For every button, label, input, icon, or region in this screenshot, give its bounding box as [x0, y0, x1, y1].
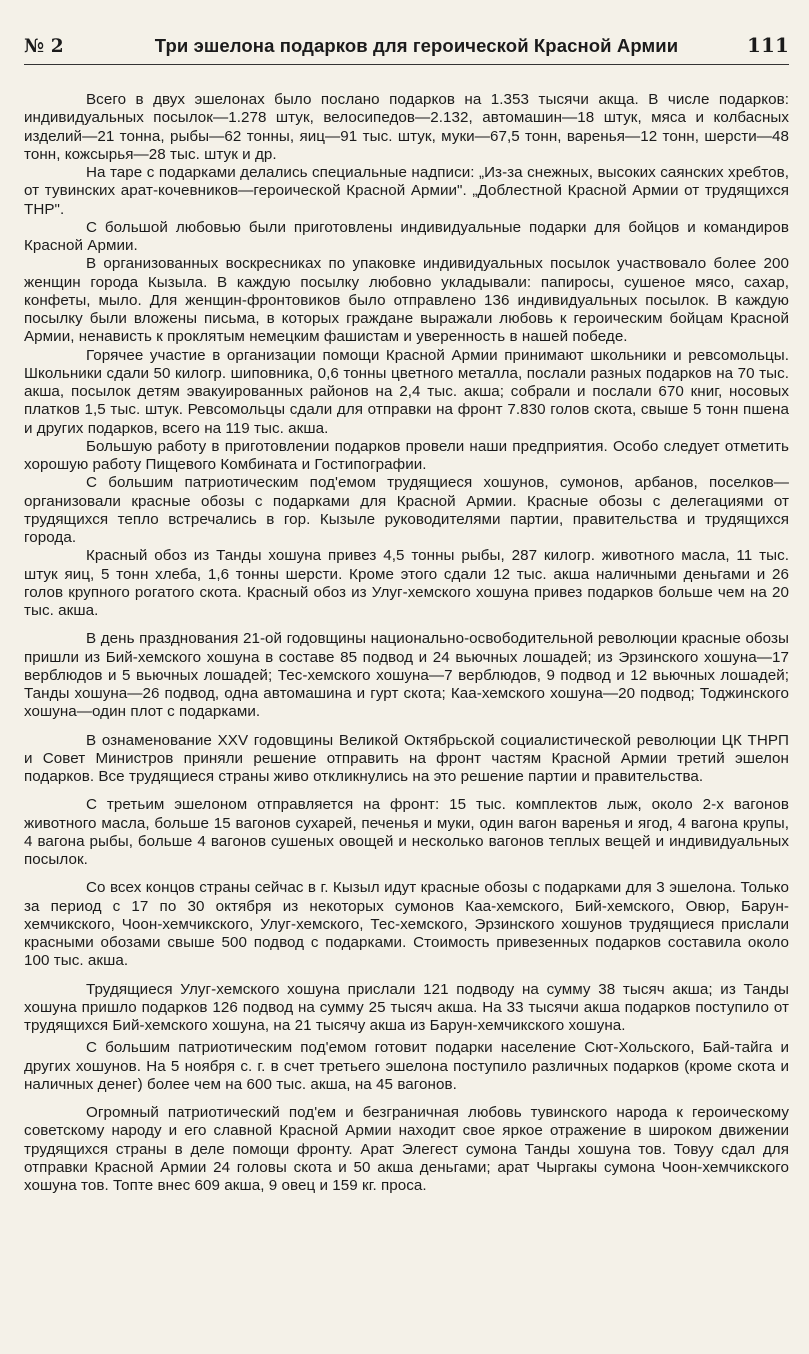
article-body: [24, 91, 789, 1195]
paragraph-ulug-khem: Трудящиеся Улуг-хемского хошуна прислали 121 подводу на сумму 38 тысяч акша; из Танды хошуна пришло подарков 126 подвод на сумму 25 тысяч акша. На 33 тысячи акша подарков поступило от трудящихся Бий-хемского хошуна, на 21 тысячу акша из Барун-хемчикского хошуна.: [24, 980, 789, 1034]
page-number: 111: [746, 33, 789, 57]
running-title: Три эшелона подарков для героической Красной Армии: [154, 35, 679, 56]
running-header: [24, 32, 789, 65]
paragraph-totals: Всего в двух эшелонах было послано подарков на 1.353 тысячи акща. В числе подарков: индивидуальных посылок—1.278 штук, велосипедов—2.132, автомашин—18 штук, мяса и колбасных изделий—21 тонна, рыбы—62 тонны, яиц—91 тыс. штук, муки—67,5 тонн, варенья—12 тонн, шерсти—48 тонн, кожсырья—28 тыс. штук и др.: [24, 91, 789, 163]
paragraph-convoys-kyzyl: Со всех концов страны сейчас в г. Кызыл идут красные обозы с подарками для 3 эшелона. Только за период с 17 по 30 октября из некоторых сумонов Каа-хемского, Бий-хемского, Овюр, Барун-хемчикского, Чоон-хемчикского, Улуг-хемского, Тес-хемского, Эрзинского хошунов трудящиеся прислали красными обозами свыше 500 подвод с подарками. Стоимость привезенных подарков составила около 100 тыс. акша.: [24, 879, 789, 970]
paragraph-third-echelon-decision: В ознаменование XXV годовщины Великой Октябрьской социалистической революции ЦК ТНРП и Совет Министров приняли решение отправить на фронт частям Красной Армии третий эшелон подарков. Все трудящиеся страны живо откликнулись на это решение партии и правительства.: [24, 731, 789, 785]
paragraph-syut-khol: С большим патриотическим под'емом готовит подарки население Сют-Хольского, Бай-тайга и других хошунов. На 5 ноября с. г. в счет третьего эшелона поступило различных подарков (кроме скота и наличных денег) более чем на 600 тыс. акша, на 45 вагонов.: [24, 1039, 789, 1093]
paragraph-schoolchildren: Горячее участие в организации помощи Красной Армии принимают школьники и ревсомольцы. Школьники сдали 50 килогр. шиповника, 0,6 тонны цветного металла, послали разных подарков на 70 тыс. акша, посылок детям эвакуированных районов на 2,4 тыс. акша; собрали и послали 670 книг, носовых платков 1,5 тыс. штук. Ревсомольцы сдали для отправки на фронт 7.830 голов скота, свыше 5 тонн пшена и других подарков, всего на 119 тыс. акша.: [24, 346, 789, 437]
paragraph-anniversary: В день празднования 21-ой годовщины национально-освободительной революции красные обозы пришли из Бий-хемского хошуна в составе 85 подвод и 24 вьючных лошадей; из Эрзинского хошуна—17 верблюдов и 5 вьючных лошадей; Тес-хемского хошуна—7 верблюдов, 9 подвод и 12 вьючных лошадей; Танды хошуна—26 подвод, одна автомашина и гурт скота; Каа-хемского хошуна—20 подвод; Тоджинского хошуна—один плот с подарками.: [24, 630, 789, 721]
paragraph-tandy-convoy: Красный обоз из Танды хошуна привез 4,5 тонны рыбы, 287 килогр. животного масла, 11 тыс. штук яиц, 5 тонн хлеба, 1,6 тонны шерсти. Кроме этого сдали 12 тыс. акша наличными деньгами и 26 голов крупного рогатого скота. Красный обоз из Улуг-хемского хошуна привез подарков больше чем на 20 тыс. акша.: [24, 547, 789, 619]
paragraph-inscriptions: На таре с подарками делались специальные надписи: „Из-за снежных, высоких саянских хребтов, от тувинских арат-кочевников—героической Красной Армии". „Доблестной Красной Армии от трудящихся ТНР".: [24, 164, 789, 218]
paragraph-enterprises: Большую работу в приготовлении подарков провели наши предприятия. Особо следует отметить хорошую работу Пищевого Комбината и Гостипографии.: [24, 437, 789, 473]
paragraph-third-echelon-contents: С третьим эшелоном отправляется на фронт: 15 тыс. комплектов лыж, около 2-х вагонов животного масла, больше 15 вагонов сухарей, печенья и муки, один вагон варенья и ягод, 4 вагона крупы, 4 вагона рыбы, больше 4 вагонов сушеных овощей и несколько вагонов теплых вещей и индивидуальных посылок.: [24, 796, 789, 868]
issue-number: № 2: [24, 36, 64, 57]
paragraph-voskresniki: В организованных воскресниках по упаковке индивидуальных посылок участвовало более 200 женщин города Кызыла. В каждую посылку любовно укладывали: папиросы, сушеное мясо, сахар, конфеты, мыло. Для женщин-фронтовиков было отправлено 136 индивидуальных посылок. В каждую посылку были вложены письма, в которых граждане выражали любовь к героическим бойцам Красной Армии, ненависть к проклятым немецким фашистам и уверенность в нашей победе.: [24, 255, 789, 346]
paragraph-individual-gifts: С большой любовью были приготовлены индивидуальные подарки для бойцов и командиров Красной Армии.: [24, 218, 789, 254]
paragraph-patriotic-upsurge: Огромный патриотический под'ем и безграничная любовь тувинского народа к героическому советскому народу и его славной Красной Армии находит свое яркое отражение в широком движении трудящихся страны в деле помощи фронту. Арат Элегест сумона Танды хошуна тов. Товуу сдал для отправки Красной Армии 24 головы скота и 50 акша деньгами; арат Чыргакы сумона Чоон-хемчикского хошуна тов. Топте внес 609 акша, 9 овец и 159 кг. проса.: [24, 1104, 789, 1194]
paragraph-red-convoys: С большим патриотическим под'емом трудящиеся хошунов, сумонов, арбанов, поселков—организовали красные обозы с подарками для Красной Армии. Красные обозы с делегациями от трудящихся тепло встречались в гор. Кызыле руководителями партии, правительства и трудящихся города.: [24, 474, 789, 546]
